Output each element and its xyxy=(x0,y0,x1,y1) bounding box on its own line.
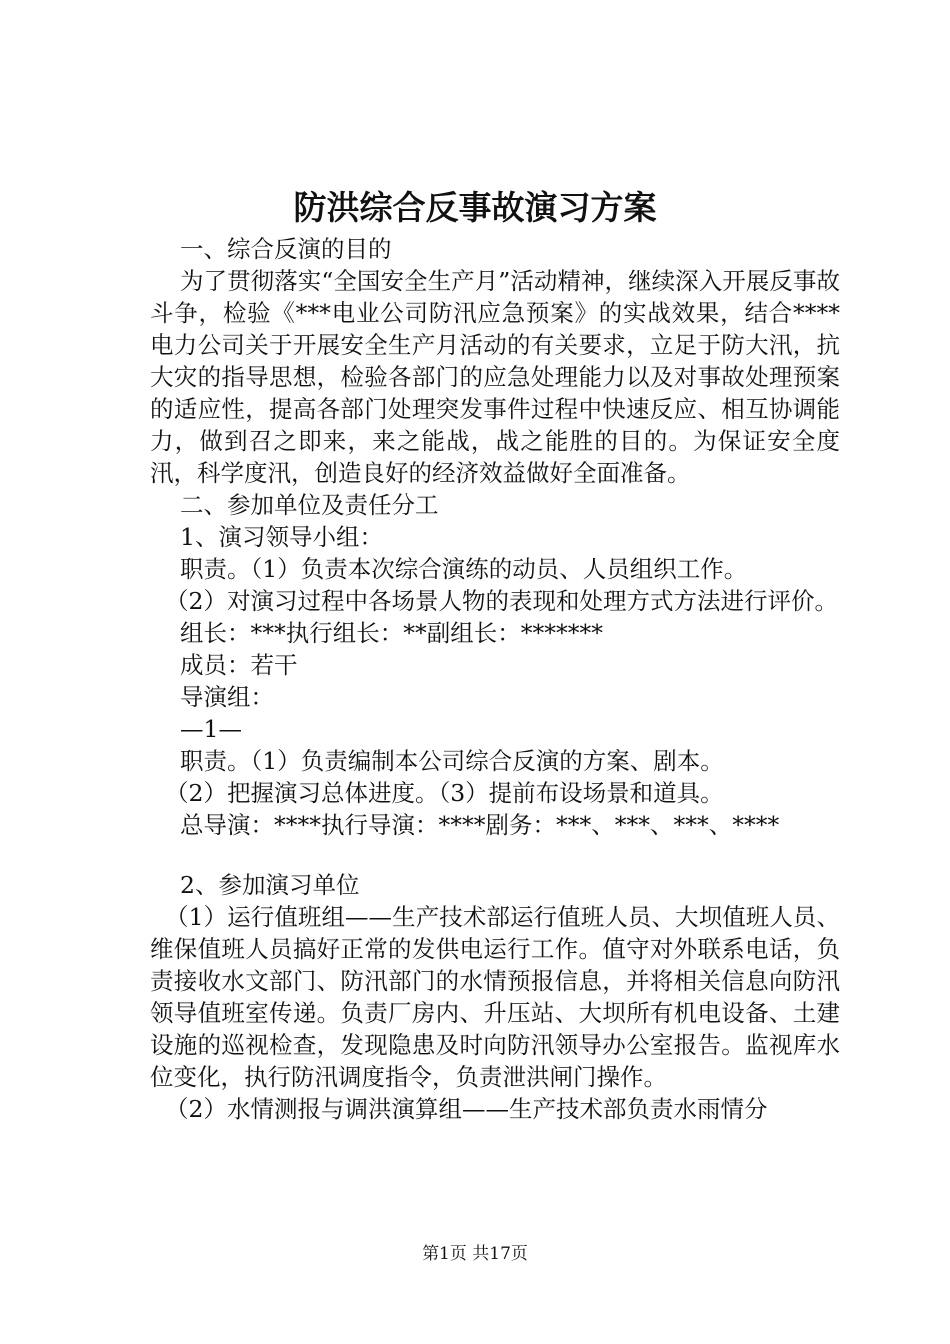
paragraph-director-duty-2: （2）把握演习总体进度。（3）提前布设场景和道具。 xyxy=(165,779,724,807)
paragraph-leadership-duty-1: 职责。（1）负责本次综合演练的动员、人员组织工作。 xyxy=(180,555,748,583)
subheading-participating-units: 2、参加演习单位 xyxy=(180,871,360,899)
paragraph-director-duty-1: 职责。（1）负责编制本公司综合反演的方案、剧本。 xyxy=(180,747,724,775)
paragraph-hydrology-group: （2）水情测报与调洪演算组——生产技术部负责水雨情分 xyxy=(165,1095,768,1123)
paragraph-purpose: 为了贯彻落实“全国安全生产月”活动精神，继续深入开展反事故斗争，检验《***电业公司防汛应急预案》的实战效果，结合****电力公司关于开展安全生产月活动的有关要求，立足于防大汛，抗大灾的指导思想，检验各部门的应急处理能力以及对事故处理预案的适应性，提高各部门处理突发事件过程中快速反应、相互协调能力，做到召之即来，来之能战，战之能胜的目的。为保证安全度汛，科学度汛，创造良好的经济效益做好全面准备。 xyxy=(150,267,840,487)
paragraph-directors: 总导演：****执行导演：****剧务：***、***、***、**** xyxy=(180,811,780,839)
paragraph-leaders: 组长：***执行组长：**副组长：******* xyxy=(180,619,603,647)
paragraph-leadership-duty-2: （2）对演习过程中各场景人物的表现和处理方式方法进行评价。 xyxy=(165,587,838,615)
inline-page-marker: —1— xyxy=(180,715,242,743)
paragraph-duty-group: （1）运行值班组——生产技术部运行值班人员、大坝值班人员、维保值班人员搞好正常的发供电运行工作。值守对外联系电话，负责接收水文部门、防汛部门的水情预报信息，并将相关信息向防汛领导值班室传递。负责厂房内、升压站、大坝所有机电设备、土建设施的巡视检查，发现隐患及时向防汛领导办公室报告。监视库水位变化，执行防汛调度指令，负责泄洪闸门操作。 xyxy=(150,903,840,1091)
subheading-director-group: 导演组： xyxy=(180,683,274,711)
section-heading-units: 二、参加单位及责任分工 xyxy=(180,491,439,519)
document-title: 防洪综合反事故演习方案 xyxy=(293,188,657,227)
page-footer: 第1页 共17页 xyxy=(422,1244,528,1264)
document-body xyxy=(150,233,840,1125)
section-heading-purpose: 一、综合反演的目的 xyxy=(180,235,392,263)
subheading-leadership-group: 1、演习领导小组： xyxy=(180,523,383,551)
paragraph-gap xyxy=(150,841,840,869)
paragraph-members: 成员：若干 xyxy=(180,651,298,679)
